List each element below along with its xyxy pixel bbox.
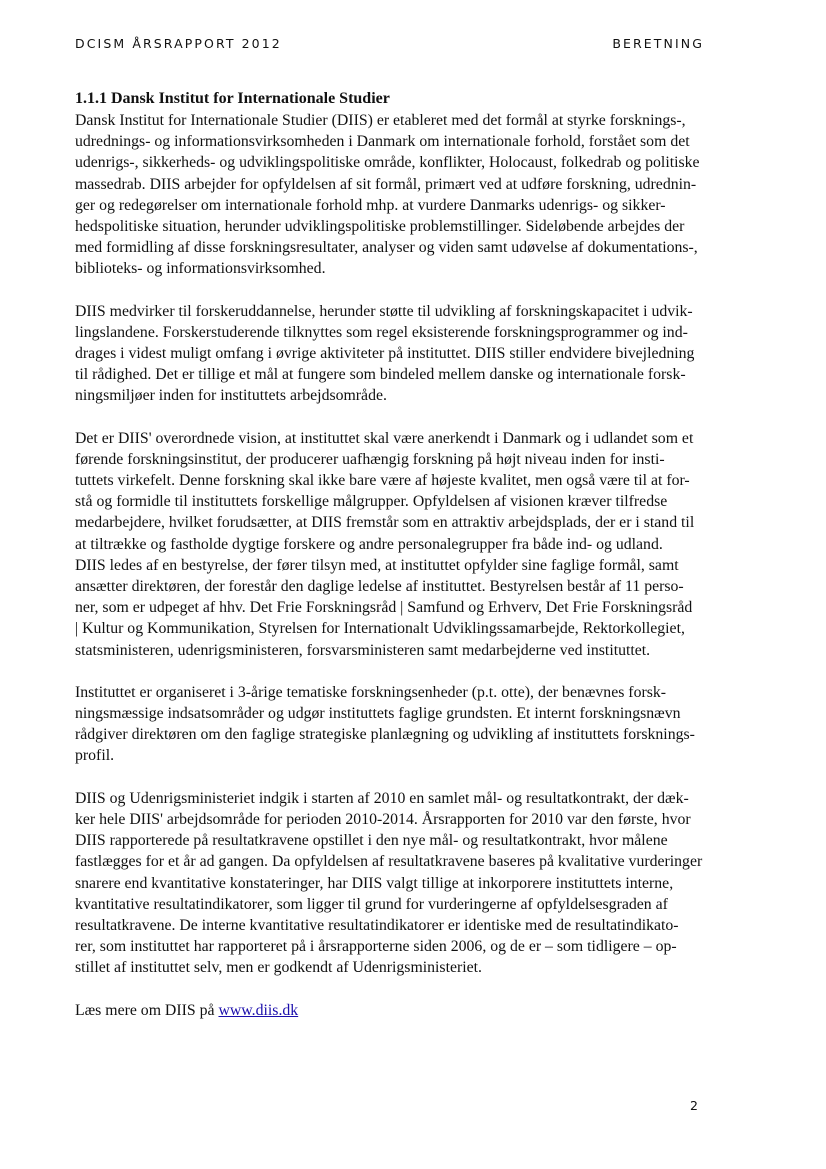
diis-website-link[interactable]: www.diis.dk bbox=[218, 1001, 299, 1019]
text-line: Instituttet er organiseret i 3-årige tematiske forskningsenheder (p.t. otte), der benævnes forsk- bbox=[75, 683, 667, 701]
text-line: profil. bbox=[75, 747, 115, 765]
text-line: medarbejdere, hvilket forudsætter, at DIIS fremstår som en attraktiv arbejdsplads, der er i stand til bbox=[75, 514, 695, 532]
body-paragraph bbox=[75, 428, 707, 661]
text-line: ker hele DIIS' arbejdsområde for perioden 2010-2014. Årsrapporten for 2010 var den første, hvor bbox=[75, 810, 691, 828]
text-line: statsministeren, udenrigsministeren, forsvarsministeren samt medarbejderne ved instituttet. bbox=[75, 641, 651, 659]
text-line: snarere end kvantitative konstateringer, har DIIS valgt tillige at inkorporere instituttets interne, bbox=[75, 874, 674, 892]
text-line: DIIS medvirker til forskeruddannelse, herunder støtte til udvikling af forskningskapacitet i udvik- bbox=[75, 302, 693, 320]
text-line: førende forskningsinstitut, der producerer uafhængig forskning på højt niveau inden for insti- bbox=[75, 450, 665, 468]
text-line: kvantitative resultatindikatorer, som ligger til grund for vurderingerne af opfyldelsesgraden af bbox=[75, 895, 668, 913]
text-line: med formidling af disse forskningsresultater, analyser og viden samt udøvelse af dokumentations-, bbox=[75, 239, 698, 257]
text-line: lingslandene. Forskerstuderende tilknyttes som regel eksisterende forskningsprogrammer og ind- bbox=[75, 323, 688, 341]
text-line: fastlægges for et år ad gangen. Da opfyldelsen af resultatkravene baseres på kvalitative vurderinger bbox=[75, 853, 703, 871]
text-line: DIIS og Udenrigsministeriet indgik i starten af 2010 en samlet mål- og resultatkontrakt, der dæk- bbox=[75, 789, 689, 807]
body-paragraph bbox=[75, 301, 707, 407]
chapter-title: BERETNING bbox=[612, 36, 704, 51]
text-line: biblioteks- og informationsvirksomhed. bbox=[75, 260, 326, 278]
text-line: resultatkravene. De interne kvantitative resultatindikatorer er identiske med de resultatindikato- bbox=[75, 916, 679, 934]
text-line: stå og formidle til instituttets forskellige målgrupper. Opfyldelsen af visionen kræver tilfredse bbox=[75, 493, 668, 511]
text-line: rådgiver direktøren om den faglige strategiske planlægning og udvikling af instituttets forsknings- bbox=[75, 726, 695, 744]
text-line: DIIS rapporterede på resultatkravene opstillet i den nye mål- og resultatkontrakt, hvor målene bbox=[75, 832, 668, 850]
text-line: drages i videst muligt omfang i øvrige aktiviteter på instituttet. DIIS stiller endvidere bivejledning bbox=[75, 345, 695, 363]
section-heading: 1.1.1 Dansk Institut for Internationale Studier bbox=[75, 90, 390, 107]
paragraphs bbox=[75, 110, 707, 979]
text-line: til rådighed. Det er tillige et mål at fungere som bindeled mellem danske og internationale forsk- bbox=[75, 366, 686, 384]
text-line: Dansk Institut for Internationale Studier (DIIS) er etableret med det formål at styrke forsknings-, bbox=[75, 112, 686, 129]
report-title: DCISM ÅRSRAPPORT 2012 bbox=[75, 36, 282, 51]
text-line: at tiltrække og fastholde dygtige forskere og andre personalegrupper fra både ind- og udland. bbox=[75, 535, 663, 553]
text-line: | Kultur og Kommunikation, Styrelsen for Internationalt Udviklingssamarbejde, Rektorkollegiet, bbox=[75, 620, 685, 638]
text-line: ger og redegørelser om internationale forhold mhp. at vurdere Danmarks udenrigs- og sikker- bbox=[75, 196, 666, 214]
closing-prefix: Læs mere om DIIS på bbox=[75, 1001, 219, 1019]
text-line: ner, som er udpeget af hhv. Det Frie Forskningsråd | Samfund og Erhverv, Det Frie Forskningsråd bbox=[75, 599, 693, 617]
text-line: ningsmæssige indsatsområder og udgør instituttets faglige grundsten. Et internt forskningsnævn bbox=[75, 705, 681, 723]
text-line: udrednings- og informationsvirksomheden i Danmark om internationale forhold, forstået som det bbox=[75, 133, 690, 151]
page-number: 2 bbox=[690, 1098, 698, 1113]
text-line: ningsmiljøer inden for instituttets arbejdsområde. bbox=[75, 387, 387, 405]
body-paragraph bbox=[75, 788, 707, 979]
text-line: massedrab. DIIS arbejder for opfyldelsen af sit formål, primært ved at udføre forskning, udrednin- bbox=[75, 175, 697, 193]
text-line: DIIS ledes af en bestyrelse, der fører tilsyn med, at instituttet opfylder sine faglige formål, samt bbox=[75, 556, 679, 574]
text-line: rer, som instituttet har rapporteret på i årsrapporterne siden 2006, og de er – som tidligere – op- bbox=[75, 938, 677, 956]
running-header bbox=[75, 36, 704, 56]
closing-line bbox=[75, 1000, 707, 1021]
text-line: Det er DIIS' overordnede vision, at instituttet skal være anerkendt i Danmark og i udlandet som et bbox=[75, 429, 694, 447]
body-paragraph bbox=[75, 110, 707, 280]
text-line: udenrigs-, sikkerheds- og udviklingspolitiske område, konflikter, Holocaust, folkedrab og politiske bbox=[75, 154, 700, 172]
text-line: stillet af instituttet selv, men er godkendt af Udenrigsministeriet. bbox=[75, 959, 482, 977]
body-paragraph bbox=[75, 682, 707, 767]
text-line: hedspolitiske situation, herunder udviklingspolitiske problemstillinger. Sideløbende arbejdes der bbox=[75, 218, 685, 236]
text-line: ansætter direktøren, der forestår den daglige ledelse af instituttet. Bestyrelsen består af 11 perso- bbox=[75, 578, 684, 596]
document-body bbox=[75, 88, 707, 1042]
text-line: tuttets virkefelt. Denne forskning skal ikke bare være af højeste kvalitet, men også være til at for- bbox=[75, 472, 690, 490]
